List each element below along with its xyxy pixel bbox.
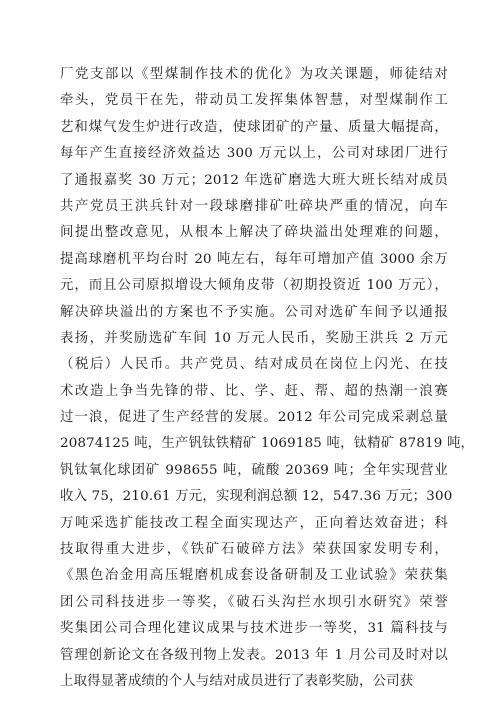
text-line: 了通报嘉奖 30 万元；2012 年选矿磨选大班大班长结对成员 xyxy=(60,172,448,188)
text-line: 每年产生直接经济效益达 300 万元以上，公司对球团厂进行 xyxy=(60,146,448,162)
text-line: 提高球磨机平均台时 20 吨左右，每年可增加产值 3000 余万 xyxy=(60,251,448,267)
body-paragraph xyxy=(60,62,475,695)
text-line: （税后）人民币。共产党员、结对成员在岗位上闪光、在技 xyxy=(60,357,448,373)
text-line: 过一浪，促进了生产经营的发展。2012 年公司完成采剥总量 xyxy=(60,410,448,426)
text-line: 收入 75，210.61 万元，实现利润总额 12，547.36 万元；300 xyxy=(60,489,453,505)
text-line: 钒钛氧化球团矿 998655 吨，硫酸 20369 吨；全年实现营业 xyxy=(60,462,448,478)
text-line: 共产党员王洪兵针对一段球磨排矿吐碎块严重的情况，向车 xyxy=(60,198,448,214)
text-line: 奖集团公司合理化建议成果与技术进步一等奖，31 篇科技与 xyxy=(60,621,448,637)
text-line: 元，而且公司原拟增设大倾角皮带（初期投资近 100 万元）， xyxy=(60,278,448,294)
text-line: 团公司科技进步一等奖，《破石头沟拦水坝引水研究》荣誉 xyxy=(60,594,448,610)
text-line: 艺和煤气发生炉进行改造，使球团矿的产量、质量大幅提高， xyxy=(60,119,448,135)
text-line: 牵头，党员干在先，带动员工发挥集体智慧，对型煤制作工 xyxy=(60,93,448,109)
text-line: 间提出整改意见，从根本上解决了碎块溢出处理难的问题， xyxy=(60,225,448,241)
text-line: 上取得显著成绩的个人与结对成员进行了表彰奖励，公司获 xyxy=(60,673,414,689)
text-line: 解决碎块溢出的方案也不予实施。公司对选矿车间予以通报 xyxy=(60,304,448,320)
text-line: 表扬，并奖励选矿车间 10 万元人民币，奖励王洪兵 2 万元 xyxy=(60,330,448,346)
text-line: 厂党支部以《型煤制作技术的优化》为攻关课题，师徒结对 xyxy=(60,67,448,82)
text-line: 万吨采选扩能技改工程全面实现达产，正向着达效奋进；科 xyxy=(60,515,448,531)
text-line: 《黑色冶金用高压辊磨机成套设备研制及工业试验》荣获集 xyxy=(60,568,448,584)
text-line: 术改造上争当先锋的带、比、学、赶、帮、超的热潮一浪赛 xyxy=(60,383,448,399)
text-line: 技取得重大进步，《铁矿石破碎方法》荣获国家发明专利， xyxy=(60,542,448,558)
text-line: 管理创新论文在各级刊物上发表。2013 年 1 月公司及时对以 xyxy=(60,647,448,663)
text-line: 20874125 吨，生产钒钛铁精矿 1069185 吨，钛精矿 87819 吨， xyxy=(60,436,475,452)
